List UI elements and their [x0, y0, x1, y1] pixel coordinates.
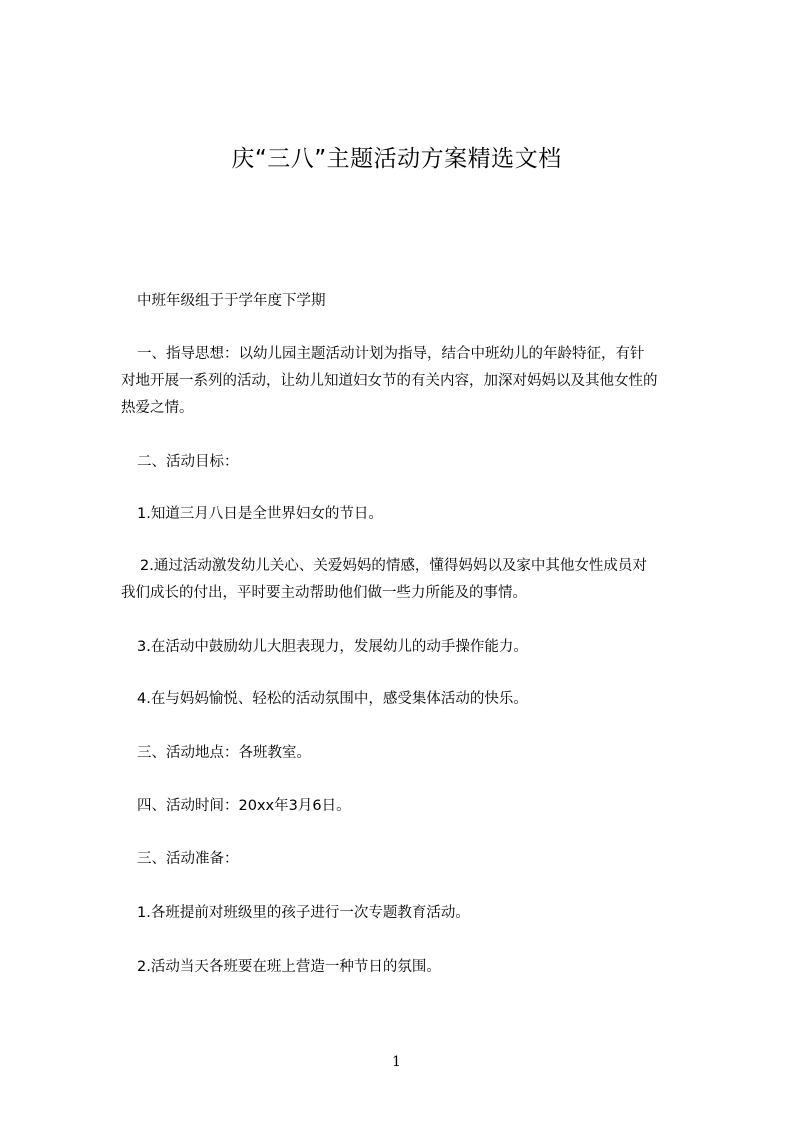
goal-item-1 [137, 501, 383, 528]
heading-preparation [137, 846, 239, 873]
paragraph-line: 1.各班提前对班级里的孩子进行一次专题教育活动。 [137, 905, 470, 921]
paragraph-line: 二、活动目标： [137, 454, 239, 470]
paragraph-line: 2.活动当天各班要在班上营造一种节日的氛围。 [137, 959, 441, 975]
page-number: 1 [392, 1054, 401, 1070]
paragraph-line: 4.在与妈妈愉悦、轻松的活动氛围中，感受集体活动的快乐。 [137, 691, 528, 707]
paragraph-line: 3.在活动中鼓励幼儿大胆表现力，发展幼儿的动手操作能力。 [137, 639, 528, 655]
paragraph-semester [137, 288, 326, 315]
paragraph-line: 1.知道三月八日是全世界妇女的节日。 [137, 506, 383, 522]
goal-item-4 [137, 686, 528, 713]
paragraph-line: 四、活动时间：20xx年3月6日。 [137, 798, 351, 814]
paragraph-line: 中班年级组于于学年度下学期 [137, 293, 326, 309]
paragraph-line: 热爱之情。 [121, 400, 194, 416]
paragraph-line: 我们成长的付出，平时要主动帮助他们做一些力所能及的事情。 [121, 585, 527, 601]
heading-time [137, 793, 351, 820]
paragraph-line: 2.通过活动激发幼儿关心、关爱妈妈的情感，懂得妈妈以及家中其他女性成员对 [140, 558, 647, 574]
paragraph-line: 三、活动准备： [137, 851, 239, 867]
heading-location [137, 740, 311, 767]
paragraph-guiding-idea [121, 341, 658, 422]
document-title: 庆“三八”主题活动方案精选文档 [231, 146, 562, 172]
paragraph-line: 对地开展一系列的活动，让幼儿知道妇女节的有关内容，加深对妈妈以及其他女性的 [121, 373, 658, 389]
goal-item-2 [121, 553, 647, 607]
preparation-item-2 [137, 954, 441, 981]
paragraph-line: 三、活动地点：各班教室。 [137, 745, 311, 761]
preparation-item-1 [137, 900, 470, 927]
heading-goals [137, 449, 239, 476]
paragraph-line: 一、指导思想：以幼儿园主题活动计划为指导，结合中班幼儿的年龄特征，有针 [137, 346, 645, 362]
goal-item-3 [137, 634, 528, 661]
